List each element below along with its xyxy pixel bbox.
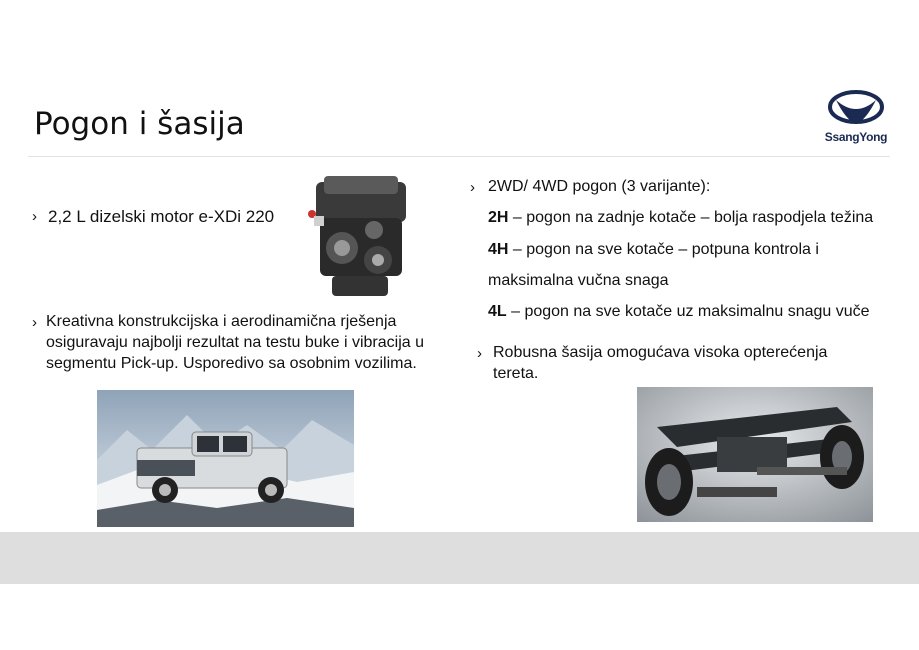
pickup-snow-image <box>97 390 354 527</box>
drive-text: – pogon na sve kotače – potpuna kontrola i <box>508 241 819 258</box>
ssangyong-emblem-icon <box>806 90 906 130</box>
chassis-bullet-line-2: tereta. <box>493 365 539 382</box>
drive-text: – pogon na sve kotače uz maksimalnu snagu vuče <box>506 303 870 320</box>
footer-band <box>0 532 919 584</box>
aero-bullet-line-1: Kreativna konstrukcijska i aerodinamična rješenja <box>46 313 397 330</box>
drive-code: 4L <box>488 303 507 320</box>
drive-2h-line <box>488 209 873 227</box>
title-divider <box>28 156 890 157</box>
page-title: Pogon i šasija <box>34 106 245 142</box>
bullet-chevron: › <box>32 314 37 331</box>
drive-4l-line <box>488 303 870 321</box>
engine-bullet: 2,2 L dizelski motor e-XDi 220 <box>48 207 275 226</box>
bullet-chevron: › <box>32 208 37 225</box>
chassis-bullet-line-1: Robusna šasija omogućava visoka opterećenja <box>493 344 828 361</box>
logo-wordmark: SsangYong <box>824 130 888 144</box>
bullet-chevron: › <box>470 179 475 196</box>
drive-text: maksimalna vučna snaga <box>488 272 669 289</box>
aero-bullet-line-2: osiguravaju najbolji rezultat na testu buke i vibracija u <box>46 334 424 351</box>
drive-heading: 2WD/ 4WD pogon (3 varijante): <box>488 178 711 195</box>
drive-text: – pogon na zadnje kotače – bolja raspodjela težina <box>508 209 874 226</box>
drive-code: 4H <box>488 241 509 258</box>
drive-code: 2H <box>488 209 509 226</box>
bullet-chevron: › <box>477 345 482 362</box>
ssangyong-logo <box>806 90 906 148</box>
aero-bullet-line-3: segmentu Pick-up. Usporedivo sa osobnim vozilima. <box>46 355 417 372</box>
drive-4h-continuation <box>488 272 669 290</box>
drive-4h-line <box>488 241 819 259</box>
chassis-image <box>637 387 873 522</box>
engine-image <box>302 168 418 302</box>
